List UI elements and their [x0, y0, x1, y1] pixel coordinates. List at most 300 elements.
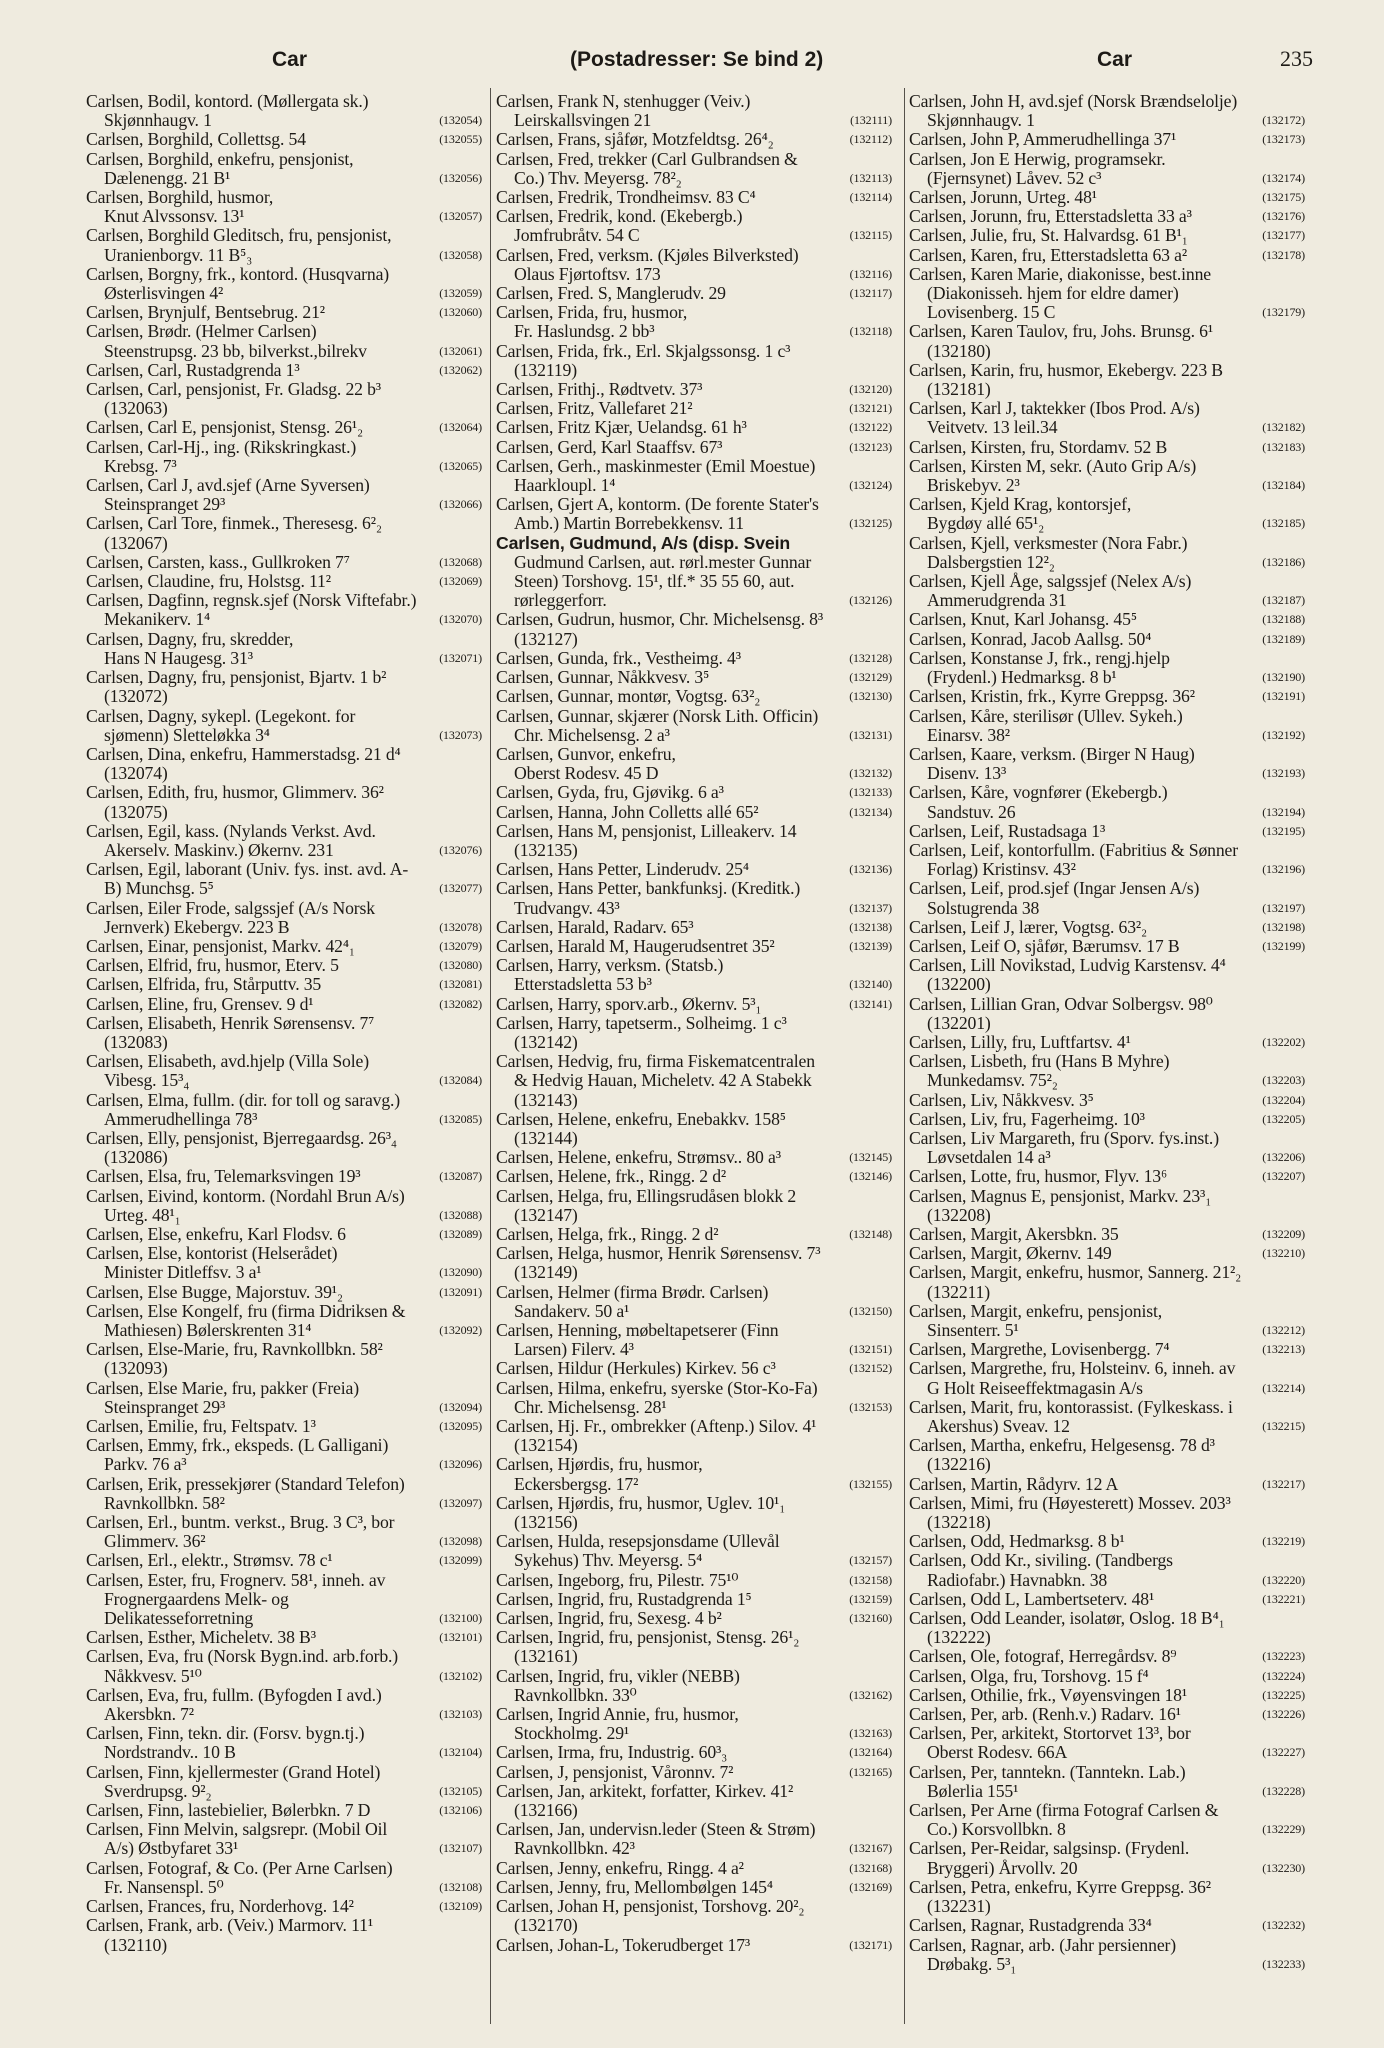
entry-text: Carlsen, Ole, fotograf, Herregårdsv. 8⁹ [909, 1646, 1177, 1667]
directory-entry-line [909, 476, 1305, 495]
directory-entry-line [909, 1398, 1305, 1417]
entry-text: Steinspranget 29³ [104, 1396, 226, 1417]
entry-text: Carlsen, Helene, frk., Ringg. 2 d² [496, 1166, 727, 1187]
entry-text: Carlsen, Elisabeth, avd.hjelp (Villa Sole) [86, 1051, 369, 1072]
directory-entry-line [496, 707, 892, 726]
entry-text: Carlsen, John P, Ammerudhellinga 37¹ [909, 129, 1177, 150]
directory-entry-line [909, 322, 1305, 341]
entry-text: Carlsen, Hulda, resepsjonsdame (Ullevål [496, 1531, 780, 1552]
entry-text: Oberst Rodesv. 66A [927, 1742, 1068, 1763]
entry-text: Ravnkollbkn. 58² [104, 1492, 225, 1513]
directory-entry-line [86, 1609, 482, 1628]
directory-entry-line [496, 457, 892, 476]
entry-text: Carlsen, Helga, fru, Ellingsrudåsen blokk 2 [496, 1185, 797, 1206]
entry-text: Carlsen, Elfrida, fru, Stårputtv. 35 [86, 974, 322, 995]
directory-entry-line [86, 188, 482, 207]
entry-text: Eckersbergsg. 17² [514, 1473, 639, 1494]
entry-number: (132130) [849, 689, 892, 704]
entry-text: (132119) [514, 359, 577, 380]
entry-text: Carlsen, Per, arb. (Renh.v.) Radarv. 16¹ [909, 1704, 1181, 1725]
directory-entry-line [86, 1052, 482, 1071]
entry-text: Carlsen, Margrethe, fru, Holsteinv. 6, inneh. av [909, 1358, 1236, 1379]
entry-text: Carlsen, Elly, pensjonist, Bjerregaardsg. 26³₄ [86, 1127, 397, 1148]
entry-text: Carlsen, Carl, Rustadgrenda 1³ [86, 359, 300, 380]
directory-entry-line [86, 899, 482, 918]
directory-entry-line [86, 495, 482, 514]
entry-number: (132117) [849, 286, 892, 301]
entry-number: (132064) [439, 420, 482, 435]
directory-entry-line [909, 803, 1305, 822]
entry-text: Carlsen, Elsa, fru, Telemarksvingen 19³ [86, 1166, 361, 1187]
directory-entry-line [496, 1782, 892, 1801]
directory-entry-line [909, 130, 1305, 149]
entry-text: Carlsen, Carl, pensjonist, Fr. Gladsg. 22 b³ [86, 379, 381, 400]
entry-number: (132233) [1262, 1956, 1305, 1971]
directory-entry-line [909, 1206, 1305, 1225]
entry-text: Carlsen, Frida, frk., Erl. Skjalgssonsg. 1 c³ [496, 340, 791, 361]
entry-text: Carlsen, Gudmund, A/s (disp. Svein [496, 532, 790, 553]
directory-entry-line [86, 1206, 482, 1225]
entry-text: Carlsen, Fred. S, Manglerudv. 29 [496, 283, 726, 304]
entry-number: (132160) [849, 1611, 892, 1626]
directory-entry-line [496, 111, 892, 130]
entry-number: (132101) [439, 1630, 482, 1645]
directory-entry-line [496, 265, 892, 284]
directory-entry-line [86, 553, 482, 572]
entry-text: Carlsen, Ingeborg, fru, Pilestr. 75¹⁰ [496, 1569, 739, 1590]
entry-text: Munkedamsv. 75²₂ [927, 1070, 1058, 1091]
directory-entry-line [86, 1340, 482, 1359]
directory-entry-line [909, 1071, 1305, 1090]
entry-text: (132135) [514, 839, 578, 860]
directory-entry-line [909, 1686, 1305, 1705]
entry-number: (132214) [1262, 1380, 1305, 1395]
directory-entry-line [86, 707, 482, 726]
directory-entry-line [86, 1455, 482, 1474]
entry-text: Carlsen, Leif J, lærer, Vogtsg. 63²₂ [909, 916, 1148, 937]
directory-entry-line [496, 1263, 892, 1282]
running-head-left: Car [272, 48, 308, 71]
directory-entry-line [86, 207, 482, 226]
entry-text: Drøbakg. 5³₁ [927, 1953, 1017, 1974]
directory-entry-line [86, 1571, 482, 1590]
entry-text: Carlsen, Kaare, verksm. (Birger N Haug) [909, 743, 1195, 764]
entry-text: Carlsen, Frida, fru, husmor, [496, 302, 688, 323]
entry-text: Etterstadsletta 53 b³ [514, 974, 652, 995]
directory-entry-line [496, 322, 892, 341]
directory-column-3 [909, 92, 1305, 1974]
directory-entry-line [496, 668, 892, 687]
directory-entry-line [86, 130, 482, 149]
entry-number: (132151) [849, 1342, 892, 1357]
entry-text: Carlsen, Frank, arb. (Veiv.) Marmorv. 11¹ [86, 1915, 373, 1936]
entry-text: Gudmund Carlsen, aut. rørl.mester Gunnar [514, 551, 812, 572]
entry-number: (132194) [1262, 804, 1305, 819]
entry-text: Carlsen, Leif, Rustadsaga 1³ [909, 820, 1106, 841]
entry-text: Carlsen, Brødr. (Helmer Carlsen) [86, 321, 317, 342]
directory-entry-line [909, 687, 1305, 706]
entry-text: B) Munchsg. 5⁵ [104, 878, 214, 899]
entry-text: rørleggerforr. [514, 590, 607, 611]
directory-entry-line [86, 841, 482, 860]
directory-entry-line [909, 1513, 1305, 1532]
entry-text: Carlsen, Hilma, enkefru, syerske (Stor-Ko-Fa) [496, 1377, 818, 1398]
entry-text: (Fjernsynet) Låvev. 52 c³ [927, 167, 1102, 188]
directory-entry-line [909, 150, 1305, 169]
entry-text: Carlsen, Frances, fru, Norderhovg. 14² [86, 1896, 354, 1917]
entry-text: Carlsen, Kirsten, fru, Stordamv. 52 B [909, 436, 1168, 457]
directory-entry-line [909, 1897, 1305, 1916]
entry-number: (132159) [849, 1591, 892, 1606]
directory-entry-line [86, 246, 482, 265]
entry-number: (132133) [849, 785, 892, 800]
entry-text: Carlsen, Jorunn, fru, Etterstadsletta 33 a³ [909, 206, 1192, 227]
entry-text: Carlsen, Else Kongelf, fru (firma Didriksen & [86, 1300, 406, 1321]
entry-text: Uranienborgv. 11 B⁵₃ [104, 244, 253, 265]
entry-text: Carlsen, Ingrid, fru, vikler (NEBB) [496, 1665, 740, 1686]
entry-text: Carlsen, Lisbeth, fru (Hans B Myhre) [909, 1051, 1170, 1072]
directory-entry-line [909, 303, 1305, 322]
entry-text: (132149) [514, 1262, 578, 1283]
directory-entry-line [909, 726, 1305, 745]
directory-entry-line [496, 1705, 892, 1724]
entry-number: (132114) [849, 190, 892, 205]
entry-text: Carlsen, Bodil, kontord. (Møllergata sk.) [86, 91, 369, 111]
entry-text: Carlsen, Mimi, fru (Høyesterett) Mossev. 203³ [909, 1492, 1231, 1513]
entry-number: (132061) [439, 343, 482, 358]
directory-entry-line [86, 995, 482, 1014]
directory-entry-line [496, 1033, 892, 1052]
directory-entry-line [909, 111, 1305, 130]
entry-number: (132177) [1262, 228, 1305, 243]
directory-entry-line [496, 1897, 892, 1916]
directory-entry-line [86, 918, 482, 937]
directory-entry-line [496, 1225, 892, 1244]
entry-text: Carlsen, Dina, enkefru, Hammerstadsg. 21 d⁴ [86, 743, 401, 764]
entry-text: Co.) Thv. Meyersg. 78²₂ [514, 167, 682, 188]
directory-entry-line [86, 1475, 482, 1494]
directory-entry-line [86, 284, 482, 303]
directory-entry-line [86, 361, 482, 380]
entry-number: (132167) [849, 1841, 892, 1856]
directory-entry-line [909, 1494, 1305, 1513]
entry-number: (132058) [439, 247, 482, 262]
directory-entry-line [496, 246, 892, 265]
entry-text: Carlsen, Dagny, fru, pensjonist, Bjartv. 1 b² [86, 667, 387, 688]
directory-entry-line [909, 1609, 1305, 1628]
entry-text: sjømenn) Sletteløkka 3⁴ [104, 724, 270, 745]
directory-entry-line [909, 899, 1305, 918]
directory-entry-line [496, 1628, 892, 1647]
entry-text: Carlsen, Ragnar, arb. (Jahr persienner) [909, 1934, 1176, 1955]
directory-entry-line [496, 1091, 892, 1110]
entry-text: (132144) [514, 1127, 578, 1148]
entry-text: Skjønnhaugv. 1 [927, 110, 1035, 131]
entry-number: (132081) [439, 977, 482, 992]
entry-text: (132201) [927, 1012, 991, 1033]
directory-entry-line [86, 1302, 482, 1321]
directory-entry-line [909, 1091, 1305, 1110]
directory-entry-line [496, 1724, 892, 1743]
entry-text: Vibesg. 15³₄ [104, 1070, 190, 1091]
directory-entry-line [496, 841, 892, 860]
entry-number: (132073) [439, 727, 482, 742]
directory-entry-line [86, 1782, 482, 1801]
entry-number: (132140) [849, 977, 892, 992]
directory-entry-line [496, 1551, 892, 1570]
directory-entry-line [909, 1743, 1305, 1762]
entry-text: Ravnkollbkn. 33⁰ [514, 1684, 637, 1705]
entry-text: Carlsen, Petra, enkefru, Kyrre Greppsg. 36² [909, 1876, 1211, 1897]
directory-entry-line [86, 1897, 482, 1916]
directory-entry-line [909, 745, 1305, 764]
entry-text: Carlsen, Finn, kjellermester (Grand Hotel) [86, 1761, 381, 1782]
entry-number: (132120) [849, 382, 892, 397]
entry-text: Carlsen, Hjørdis, fru, husmor, Uglev. 10¹₁ [496, 1492, 786, 1513]
entry-text: Carlsen, Dagny, fru, skredder, [86, 628, 294, 649]
entry-text: Carlsen, Harry, sporv.arb., Økernv. 5³₁ [496, 993, 762, 1014]
entry-text: Carlsen, Egil, laborant (Univ. fys. inst. avd. A- [86, 859, 409, 880]
directory-entry-line [496, 860, 892, 879]
directory-column-2 [496, 92, 892, 1955]
entry-number: (132175) [1262, 190, 1305, 205]
directory-entry-line [909, 1667, 1305, 1686]
directory-entry-line [86, 630, 482, 649]
entry-text: Bygdøy allé 65¹₂ [927, 513, 1045, 534]
entry-text: Carlsen, Gunvor, enkefru, [496, 743, 676, 764]
entry-text: Chr. Michelsensg. 2 a³ [514, 724, 670, 745]
directory-entry-line [86, 399, 482, 418]
directory-entry-line [496, 726, 892, 745]
directory-entry-line [86, 1129, 482, 1148]
directory-entry-line [909, 1129, 1305, 1148]
directory-entry-line [496, 1340, 892, 1359]
entry-text: Carlsen, Ingrid, fru, Sexesg. 4 b² [496, 1608, 722, 1629]
directory-entry-line [496, 476, 892, 495]
directory-entry-line [496, 764, 892, 783]
directory-entry-line [86, 322, 482, 341]
directory-entry-line [909, 246, 1305, 265]
entry-number: (132169) [849, 1879, 892, 1894]
entry-number: (132174) [1262, 170, 1305, 185]
entry-text: Carlsen, Karen Taulov, fru, Johs. Brunsg. 6¹ [909, 321, 1214, 342]
entry-number: (132113) [849, 170, 892, 185]
entry-text: Carlsen, Lill Novikstad, Ludvig Karstensv. 4⁴ [909, 955, 1226, 976]
entry-text: Carlsen, Ingrid, fru, Rustadgrenda 1⁵ [496, 1588, 752, 1609]
directory-entry-line [86, 1148, 482, 1167]
entry-text: Carlsen, Fred, verksm. (Kjøles Bilverksted) [496, 244, 799, 265]
entry-number: (132219) [1262, 1534, 1305, 1549]
directory-entry-line [909, 265, 1305, 284]
entry-number: (132122) [849, 420, 892, 435]
directory-entry-line [86, 1667, 482, 1686]
entry-text: Einarsv. 38² [927, 724, 1010, 745]
directory-entry-line [909, 342, 1305, 361]
entry-text: & Hedvig Hauan, Micheletv. 42 A Stabekk [514, 1070, 812, 1091]
directory-entry-line [496, 1455, 892, 1474]
directory-entry-line [909, 1475, 1305, 1494]
entry-text: Steinspranget 29³ [104, 494, 226, 515]
entry-text: Carlsen, Helmer (firma Brødr. Carlsen) [496, 1281, 769, 1302]
entry-text: Carlsen, Jenny, fru, Mellombølgen 145⁴ [496, 1876, 773, 1897]
entry-number: (132104) [439, 1745, 482, 1760]
entry-text: Carlsen, Per, tanntekn. (Tanntekn. Lab.) [909, 1761, 1186, 1782]
entry-text: Carlsen, Carl E, pensjonist, Stensg. 26¹₂ [86, 417, 363, 438]
directory-entry-line [496, 1110, 892, 1129]
entry-text: Carlsen, Carl-Hj., ing. (Rikskringkast.) [86, 436, 357, 457]
entry-number: (132116) [849, 266, 892, 281]
entry-text: Carlsen, Karin, fru, husmor, Ekebergv. 223 B [909, 359, 1223, 380]
entry-number: (132091) [439, 1284, 482, 1299]
entry-text: Carlsen, Carl Tore, finmek., Theresesg. 6²₂ [86, 513, 382, 534]
entry-number: (132164) [849, 1745, 892, 1760]
entry-text: Carlsen, Hjørdis, fru, husmor, [496, 1454, 703, 1475]
entry-text: (132127) [514, 628, 578, 649]
directory-entry-line [86, 1705, 482, 1724]
directory-entry-line [496, 1763, 892, 1782]
directory-entry-line [86, 1878, 482, 1897]
entry-text: Carlsen, Karen, fru, Etterstadsletta 63 a² [909, 244, 1187, 265]
entry-text: Carlsen, Konstanse J, frk., rengj.hjelp [909, 647, 1170, 668]
entry-number: (132108) [439, 1879, 482, 1894]
directory-entry-line [909, 553, 1305, 572]
directory-entry-line [496, 150, 892, 169]
entry-text: (132166) [514, 1800, 578, 1821]
directory-entry-line [86, 226, 482, 245]
entry-number: (132185) [1262, 516, 1305, 531]
entry-text: Carlsen, Fredrik, Trondheimsv. 83 C⁴ [496, 187, 756, 208]
directory-entry-line [496, 1936, 892, 1955]
entry-text: (Frydenl.) Hedmarksg. 8 b¹ [927, 667, 1117, 688]
directory-entry-line [86, 572, 482, 591]
entry-text: (132161) [514, 1646, 578, 1667]
entry-number: (132138) [849, 919, 892, 934]
entry-text: Østerlisvingen 4² [104, 283, 224, 304]
directory-entry-line [86, 937, 482, 956]
entry-number: (132132) [849, 766, 892, 781]
entry-text: Hans N Haugesg. 31³ [104, 647, 253, 668]
entry-text: Sandstuv. 26 [927, 801, 1016, 822]
directory-entry-line [496, 438, 892, 457]
entry-text: (132222) [927, 1627, 991, 1648]
directory-entry-line [496, 1206, 892, 1225]
directory-entry-line [86, 1187, 482, 1206]
entry-number: (132191) [1262, 689, 1305, 704]
entry-text: Carlsen, Hedvig, fru, firma Fiskematcentralen [496, 1051, 815, 1072]
entry-text: Skjønnhaugv. 1 [104, 110, 212, 131]
entry-text: Carlsen, Erik, pressekjører (Standard Telefon) [86, 1473, 405, 1494]
directory-entry-line [496, 1916, 892, 1935]
directory-entry-line [496, 899, 892, 918]
entry-number: (132088) [439, 1207, 482, 1222]
entry-text: (132216) [927, 1454, 991, 1475]
directory-entry-line [496, 226, 892, 245]
entry-text: Carlsen, Erl., elektr., Strømsv. 78 c¹ [86, 1550, 333, 1571]
entry-text: Carlsen, Else, kontorist (Helserådet) [86, 1243, 338, 1264]
entry-text: Carlsen, Odd, Hedmarksg. 8 b¹ [909, 1531, 1125, 1552]
entry-text: Carlsen, Brynjulf, Bentsebrug. 21² [86, 302, 325, 323]
directory-entry-line [496, 1071, 892, 1090]
entry-number: (132220) [1262, 1572, 1305, 1587]
entry-text: Carlsen, Helene, enkefru, Enebakkv. 158⁵ [496, 1108, 786, 1129]
entry-number: (132179) [1262, 305, 1305, 320]
directory-entry-line [909, 572, 1305, 591]
entry-text: Sykehus) Thv. Meyersg. 5⁴ [514, 1550, 703, 1571]
directory-entry-line [496, 303, 892, 322]
entry-text: Carlsen, Edith, fru, husmor, Glimmerv. 36² [86, 782, 384, 803]
entry-text: Carlsen, Elma, fullm. (dir. for toll og saravg.) [86, 1089, 401, 1110]
entry-number: (132069) [439, 574, 482, 589]
entry-text: Carlsen, Helga, husmor, Henrik Sørensensv. 7³ [496, 1243, 821, 1264]
entry-text: Carlsen, Eva, fru (Norsk Bygn.ind. arb.forb.) [86, 1646, 399, 1667]
entry-number: (132107) [439, 1841, 482, 1856]
entry-text: (132170) [514, 1915, 578, 1936]
entry-text: (Diakonisseh. hjem for eldre damer) [927, 283, 1179, 304]
directory-entry-line [86, 764, 482, 783]
entry-text: Carlsen, Hanna, John Colletts allé 65² [496, 801, 759, 822]
entry-text: Carlsen, Kjell, verksmester (Nora Fabr.) [909, 532, 1188, 553]
directory-entry-line [909, 1455, 1305, 1474]
directory-entry-line [909, 1014, 1305, 1033]
entry-text: (132110) [104, 1934, 167, 1955]
directory-entry-line [86, 111, 482, 130]
directory-entry-line [496, 572, 892, 591]
entry-text: Carlsen, Konrad, Jacob Aallsg. 50⁴ [909, 628, 1152, 649]
entry-text: Carlsen, Lotte, fru, husmor, Flyv. 13⁶ [909, 1166, 1167, 1187]
directory-entry-line [909, 668, 1305, 687]
entry-text: Carlsen, Odd L, Lambertseterv. 48¹ [909, 1588, 1155, 1609]
entry-number: (132070) [439, 612, 482, 627]
directory-entry-line [909, 1167, 1305, 1186]
entry-number: (132162) [849, 1687, 892, 1702]
entry-text: Larsen) Filerv. 4³ [514, 1339, 634, 1360]
directory-entry-line [909, 995, 1305, 1014]
entry-number: (132182) [1262, 420, 1305, 435]
directory-entry-line [909, 783, 1305, 802]
entry-text: Carlsen, Jan, undervisn.leder (Steen & Strøm) [496, 1819, 816, 1840]
entry-text: Carlsen, Jorunn, Urteg. 48¹ [909, 187, 1097, 208]
entry-text: (132211) [927, 1281, 990, 1302]
directory-entry-line [909, 1417, 1305, 1436]
directory-entry-line [86, 745, 482, 764]
directory-entry-line [496, 783, 892, 802]
entry-number: (132212) [1262, 1323, 1305, 1337]
entry-text: Carlsen, Harry, verksm. (Statsb.) [496, 955, 724, 976]
directory-entry-line [86, 860, 482, 879]
directory-entry-line [496, 1859, 892, 1878]
directory-entry-line [909, 1033, 1305, 1052]
entry-number: (132059) [439, 286, 482, 301]
directory-entry-line [86, 1839, 482, 1858]
entry-text: Dælenengg. 21 B¹ [104, 167, 231, 188]
entry-number: (132199) [1262, 938, 1305, 953]
entry-number: (132099) [439, 1553, 482, 1568]
directory-entry-line [909, 841, 1305, 860]
directory-entry-line [86, 534, 482, 553]
entry-number: (132146) [849, 1169, 892, 1184]
directory-entry-line [496, 975, 892, 994]
directory-entry-line [909, 1916, 1305, 1935]
entry-number: (132193) [1262, 766, 1305, 781]
directory-entry-line [86, 169, 482, 188]
directory-entry-line [496, 1244, 892, 1263]
entry-number: (132080) [439, 958, 482, 973]
entry-number: (132065) [439, 458, 482, 473]
directory-entry-line [909, 937, 1305, 956]
entry-text: Carlsen, Henning, møbeltapetserer (Finn [496, 1320, 779, 1340]
directory-entry-line [86, 649, 482, 668]
entry-text: Carlsen, Fotograf, & Co. (Per Arne Carlsen) [86, 1857, 393, 1878]
